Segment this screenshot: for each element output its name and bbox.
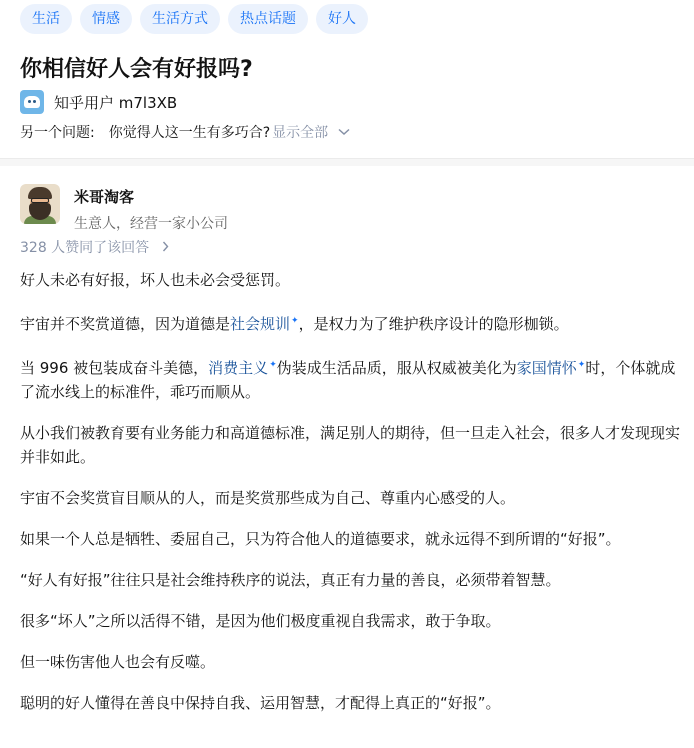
- paragraph-text: 宇宙并不奖赏道德，因为道德是: [20, 315, 231, 333]
- answer-paragraph: [20, 609, 680, 633]
- sparkle-icon: ✦: [291, 316, 299, 326]
- paragraph-text: 当 996 被包装成奋斗美德，: [20, 359, 209, 377]
- author-bio: 生意人，经营一家小公司: [74, 216, 228, 232]
- chevron-right-icon: [157, 240, 168, 256]
- related-question: [20, 122, 350, 142]
- answer-paragraph: [20, 486, 680, 510]
- sparkle-icon: ✦: [269, 360, 277, 370]
- topic-link[interactable]: 家国情怀: [516, 359, 577, 377]
- topic-tags: [20, 4, 368, 34]
- paragraph-text: 但一味伤害他人也会有反噬。: [20, 653, 216, 671]
- answer-paragraph: [20, 527, 680, 551]
- author-name[interactable]: 米哥淘客: [74, 188, 135, 206]
- paragraph-text: 如果一个人总是牺牲、委屈自己，只为符合他人的道德要求，就永远得不到所谓的“好报”。: [20, 530, 621, 548]
- topic-tag[interactable]: 生活: [20, 4, 72, 34]
- chevron-down-icon[interactable]: [338, 125, 350, 139]
- answer-author: [20, 184, 228, 233]
- vote-count[interactable]: [20, 237, 169, 257]
- paragraph-text: 从小我们被教育要有业务能力和高道德标准，满足别人的期待，但一旦走入社会，很多人才发现现实并非如此。: [20, 424, 681, 466]
- paragraph-text: “好人有好报”往往只是社会维持秩序的说法，真正有力量的善良，必须带着智慧。: [20, 571, 561, 589]
- sparkle-icon: ✦: [577, 360, 586, 370]
- paragraph-text: 好人未必有好报，坏人也未必会受惩罚。: [20, 271, 291, 289]
- topic-tag[interactable]: 热点话题: [228, 4, 308, 34]
- vote-count-text: 328 人赞同了该回答: [20, 240, 150, 256]
- topic-link[interactable]: 社会规训: [230, 315, 291, 333]
- answer-paragraph: [20, 353, 680, 404]
- paragraph-text: 伪装成生活品质，服从权威被美化为: [276, 359, 517, 377]
- answer-paragraph: [20, 650, 680, 674]
- question-title[interactable]: 你相信好人会有好报吗?: [20, 57, 253, 82]
- paragraph-text: 很多“坏人”之所以活得不错，是因为他们极度重视自我需求，敢于争取。: [20, 612, 501, 630]
- answer-content: [20, 268, 680, 732]
- answer-paragraph: [20, 421, 680, 469]
- answer-paragraph: [20, 268, 680, 292]
- paragraph-text: ，是权力为了维护秩序设计的隐形枷锁。: [298, 315, 569, 333]
- topic-tag[interactable]: 生活方式: [140, 4, 220, 34]
- answer-paragraph: [20, 691, 680, 715]
- topic-link[interactable]: 消费主义: [208, 359, 269, 377]
- question-asker: [20, 90, 177, 114]
- section-divider: [0, 158, 694, 166]
- paragraph-text: 聪明的好人懂得在善良中保持自我、运用智慧，才配得上真正的“好报”。: [20, 694, 501, 712]
- paragraph-text: 时，个体就成了流水线上的标准件，乖巧而顺从。: [20, 359, 676, 401]
- related-question-label: 另一个问题:: [20, 125, 95, 141]
- answer-paragraph: [20, 309, 680, 336]
- asker-avatar[interactable]: [20, 90, 44, 114]
- related-question-link[interactable]: 你觉得人这一生有多巧合?: [108, 125, 271, 141]
- paragraph-text: 宇宙不会奖赏盲目顺从的人，而是奖赏那些成为自己、尊重内心感受的人。: [20, 489, 516, 507]
- answer-paragraph: [20, 568, 680, 592]
- author-avatar[interactable]: [20, 184, 60, 224]
- expand-button[interactable]: 显示全部: [272, 125, 329, 141]
- topic-tag[interactable]: 好人: [316, 4, 368, 34]
- topic-tag[interactable]: 情感: [80, 4, 132, 34]
- asker-name[interactable]: 知乎用户 m7l3XB: [54, 93, 178, 112]
